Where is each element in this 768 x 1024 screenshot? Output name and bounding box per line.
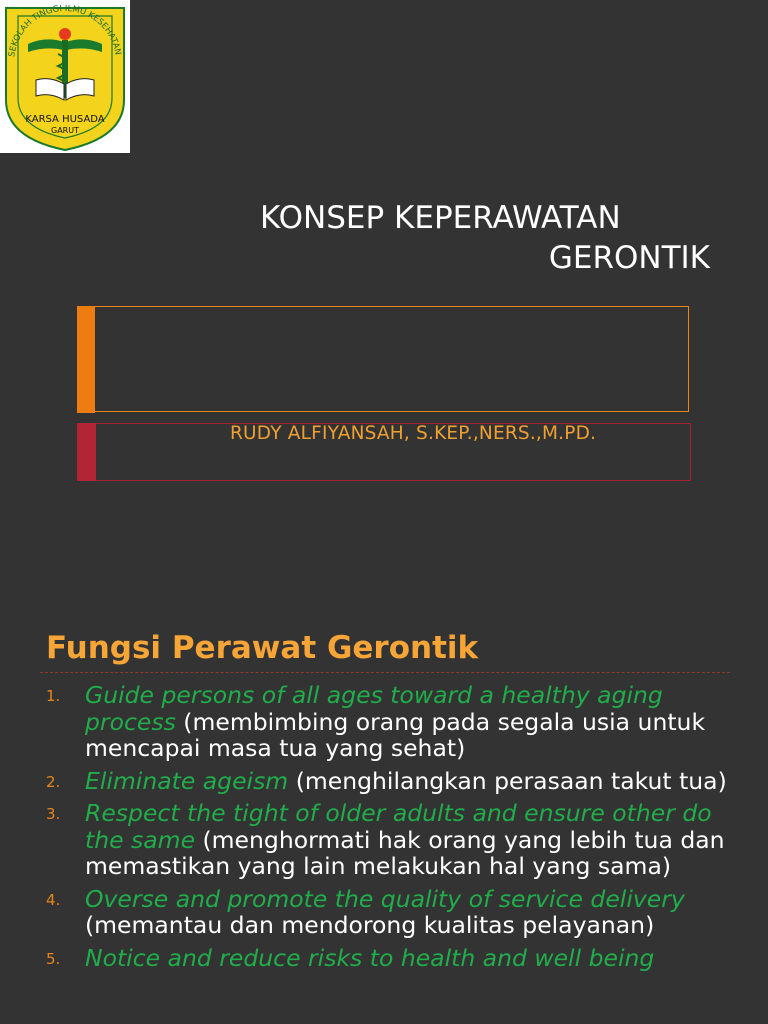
logo-name-line1: KARSA HUSADA <box>25 114 105 125</box>
logo <box>0 0 130 153</box>
list-item <box>0 886 768 939</box>
list-number: 5. <box>46 949 61 968</box>
slide-title <box>200 198 710 278</box>
title-frame <box>77 306 689 412</box>
list-item <box>0 768 768 795</box>
list-item <box>0 682 768 762</box>
logo-arc-text: SEKOLAH TINGGI ILMU KESEHATAN <box>7 3 123 58</box>
item-indonesian-text: (menghormati hak orang yang lebih tua dan memastikan yang lain melakukan hal yang sama) <box>85 825 725 880</box>
subtitle-accent-bar <box>77 423 96 481</box>
list-number: 3. <box>46 805 61 823</box>
title-line-1: KONSEP KEPERAWATAN <box>260 200 621 236</box>
section-heading: Fungsi Perawat Gerontik <box>46 630 479 666</box>
item-english-text: Overse and promote the quality of service delivery <box>85 884 685 913</box>
item-english-text: Notice and reduce risks to health and well being <box>85 943 655 972</box>
list-item <box>0 945 768 972</box>
list-number: 1. <box>46 687 61 705</box>
logo-name-line2: GARUT <box>51 126 79 135</box>
item-english-text: Respect the tight of older adults and ensure other do the same <box>85 799 712 854</box>
list-item <box>0 800 768 880</box>
heading-divider <box>40 672 730 673</box>
function-list <box>0 682 768 977</box>
title-accent-bar <box>77 306 95 413</box>
item-indonesian-text: (membimbing orang pada segala usia untuk mencapai masa tua yang sehat) <box>85 707 706 762</box>
item-english-text: Eliminate ageism <box>85 766 289 795</box>
list-number: 4. <box>46 890 61 909</box>
item-indonesian-text: (menghilangkan perasaan takut tua) <box>288 766 727 795</box>
item-indonesian-text: (memantau dan mendorong kualitas pelayanan) <box>85 911 655 939</box>
title-line-2: GERONTIK <box>548 240 710 276</box>
list-number: 2. <box>46 772 61 791</box>
item-english-text: Guide persons of all ages toward a healthy aging process <box>85 681 663 736</box>
author-name: RUDY ALFIYANSAH, S.KEP.,NERS.,M.PD. <box>230 423 597 444</box>
